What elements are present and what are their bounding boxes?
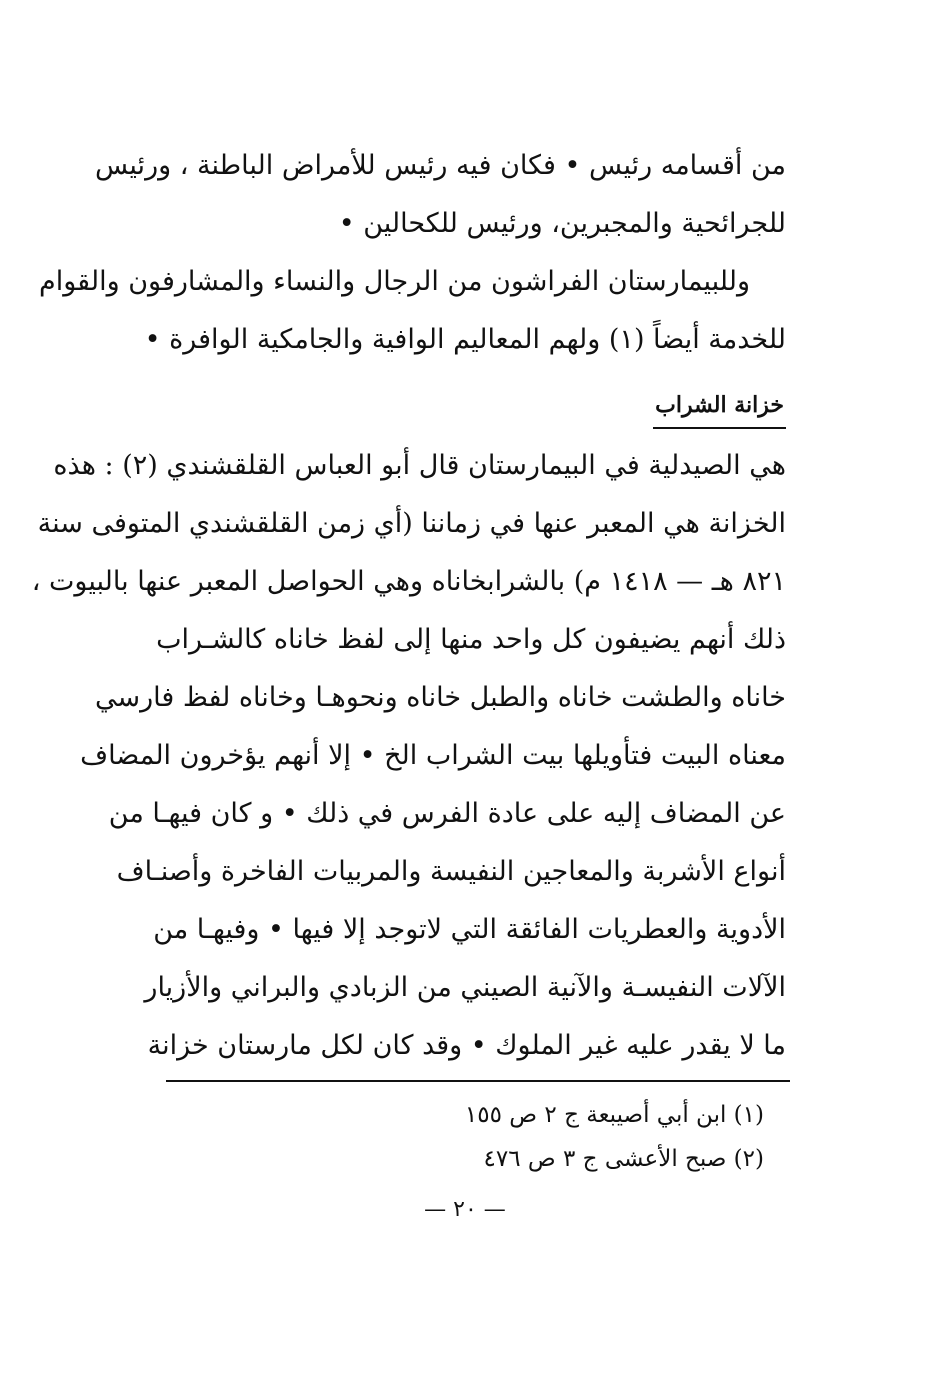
paragraph-staff [39, 253, 786, 369]
text-line: ٨٢١ هـ — ١٤١٨ م) بالشرابخاناه وهي الحواصل المعبر عنها بالبيوت ، [31, 566, 786, 597]
text-line: وللبيمارستان الفراشون من الرجال والنساء والمشارفون والقوام [39, 266, 750, 297]
text-line: خاناه والطشت خاناه والطبل خاناه ونحوهـا وخاناه لفظ فارسي [94, 682, 786, 713]
text-line: ما لا يقدر عليه غير الملوك • وقد كان لكل مارستان خزانة [147, 1030, 786, 1061]
text-line: الآلات النفيسـة والآنية الصيني من الزبادي والبراني والأزيار [144, 972, 786, 1003]
paragraph-pharmacy [31, 437, 786, 1075]
text-line: الخزانة هي المعبر عنها في زماننا (أي زمن القلقشندي المتوفى سنة [37, 508, 786, 539]
text-line: عن المضاف إليه على عادة الفرس في ذلك • و كان فيهـا من [108, 798, 786, 829]
text-line: هي الصيدلية في البيمارستان قال أبو العباس القلقشندي (٢) : هذه [53, 450, 786, 481]
text-line: للجرائحية والمجبرين، ورئيس للكحالين • [338, 208, 786, 239]
text-line: من أقسامه رئيس • فكان فيه رئيس للأمراض الباطنة ، ورئيس [94, 150, 786, 181]
text-line: أنواع الأشربة والمعاجين النفيسة والمربيات الفاخرة وأصنـاف [116, 856, 786, 887]
text-line: معناه البيت فتأويلها بيت الشراب الخ • إلا أنهم يؤخرون المضاف [80, 740, 786, 771]
text-line: للخدمة أيضاً (١) ولهم المعاليم الوافية والجامكية الوافرة • [144, 324, 786, 355]
section-heading: خزانة الشراب [653, 387, 786, 429]
footnote-divider [166, 1080, 790, 1082]
footnote-2: (٢) صبح الأعشى ج ٣ ص ٤٧٦ [483, 1146, 764, 1172]
section-heading-wrap [653, 387, 786, 429]
page-number: — ٢٠ — [424, 1197, 506, 1222]
text-line: ذلك أنهم يضيفون كل واحد منها إلى لفظ خاناه كالشـراب [156, 624, 786, 655]
text-line: الأدوية والعطريات الفائقة التي لاتوجد إلا فيها • وفيهـا من [153, 914, 786, 945]
footnote-1: (١) ابن أبي أصيبعة ج ٢ ص ١٥٥ [464, 1102, 764, 1128]
footnotes [244, 1093, 764, 1181]
paragraph-departments [94, 137, 786, 253]
